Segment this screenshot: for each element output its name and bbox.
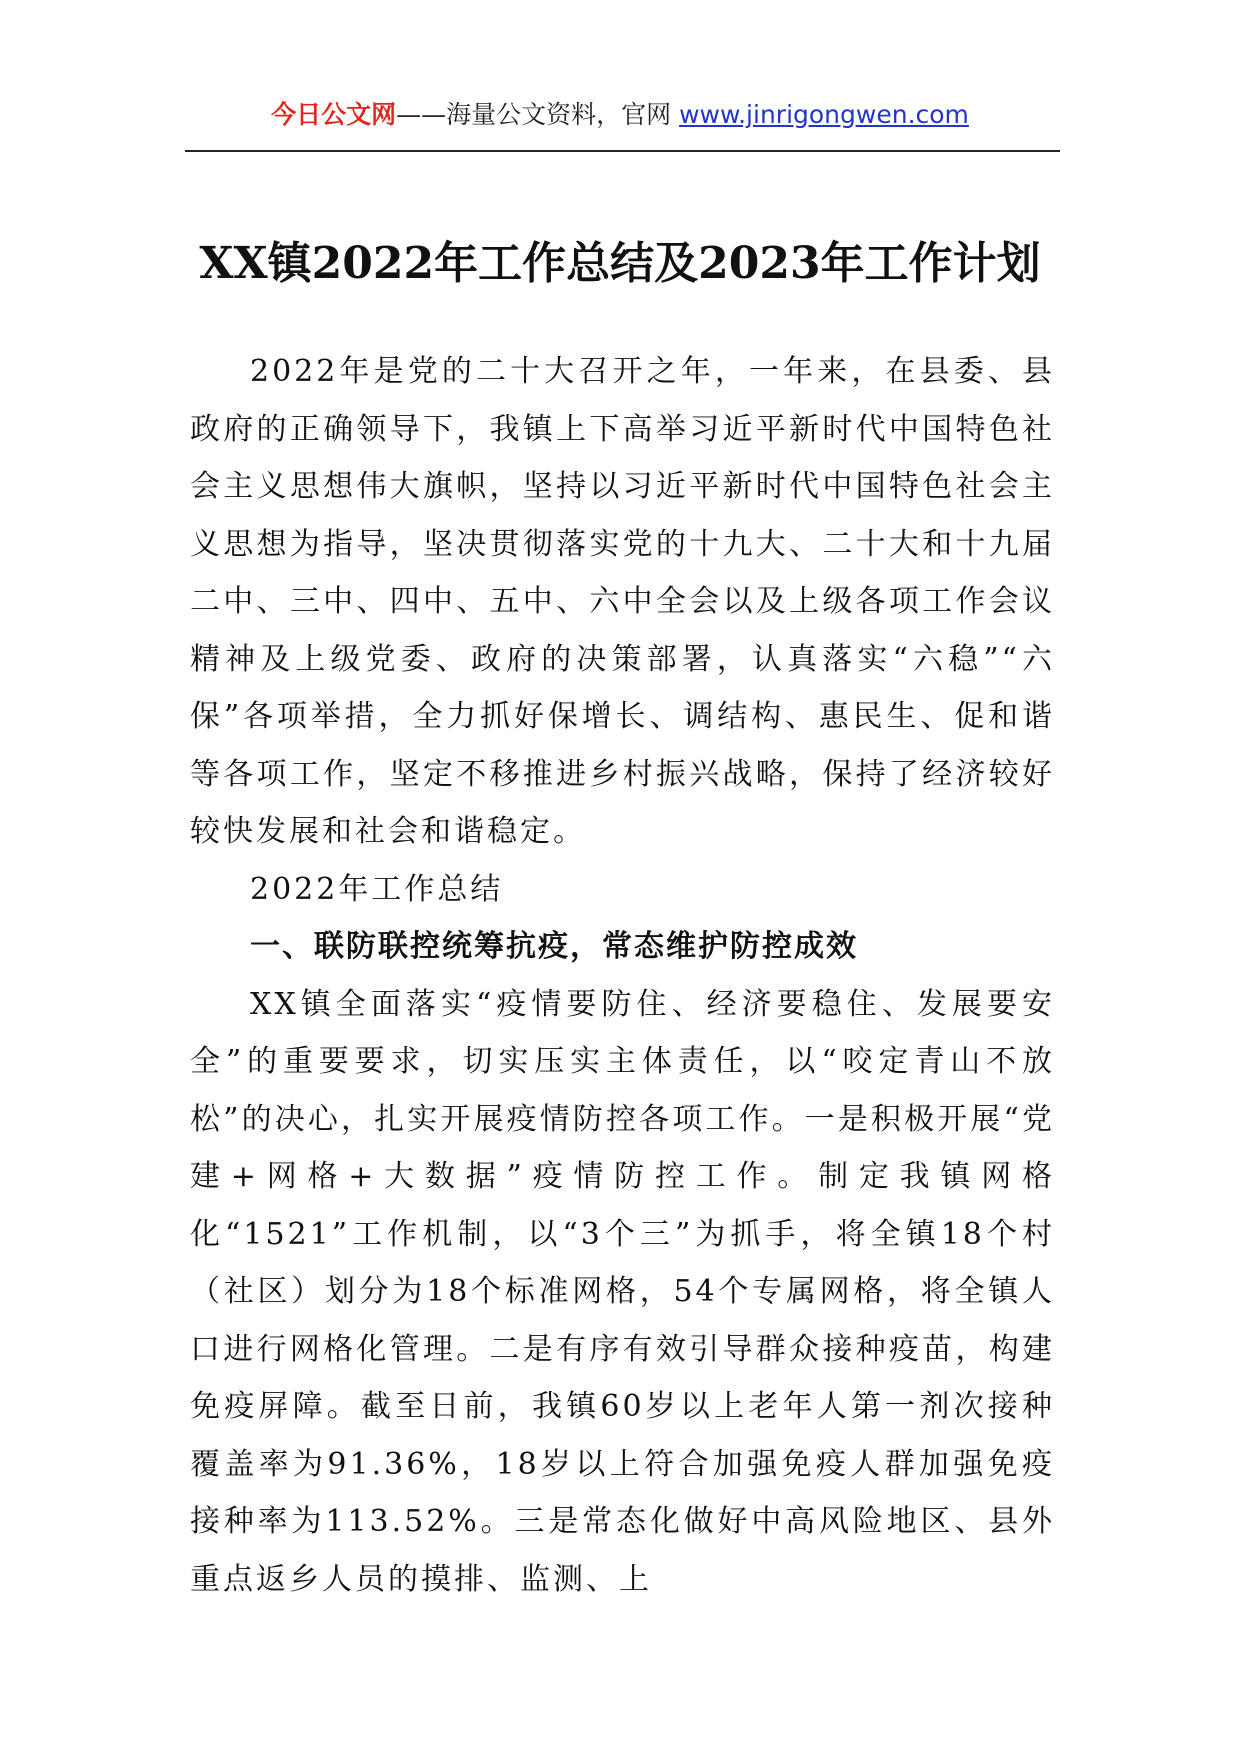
site-url-link[interactable]: www.jinrigongwen.com bbox=[679, 100, 969, 129]
document-title: XX镇2022年工作总结及2023年工作计划 bbox=[199, 238, 1041, 290]
site-brand: 今日公文网 bbox=[271, 100, 397, 129]
page-header bbox=[0, 95, 1240, 135]
header-divider bbox=[185, 150, 1060, 152]
section-paragraph: XX镇全面落实“疫情要防住、经济要稳住、发展要安全”的重要要求，切实压实主体责任，以“咬定青山不放松”的决心，扎实开展疫情防控各项工作。一是积极开展“党建+网格+大数据”疫情防控工作。制定我镇网格化“1521”工作机制，以“3个三”为抓手，将全镇18个村（社区）划分为18个标准网格，54个专属网格，将全镇人口进行网格化管理。二是有序有效引导群众接种疫苗，构建免疫屏障。截至日前，我镇60岁以上老年人第一剂次接种覆盖率为91.36%，18岁以上符合加强免疫人群加强免疫接种率为113.52%。三是常态化做好中高风险地区、县外重点返乡人员的摸排、监测、上 bbox=[190, 986, 1055, 1597]
site-tagline: ——海量公文资料，官网 bbox=[396, 100, 680, 129]
section-label: 2022年工作总结 bbox=[250, 871, 504, 907]
document-body bbox=[190, 343, 1055, 1608]
intro-paragraph: 2022年是党的二十大召开之年，一年来，在县委、县政府的正确领导下，我镇上下高举习近平新时代中国特色社会主义思想伟大旗帜，坚持以习近平新时代中国特色社会主义思想为指导，坚决贯彻落实党的十九大、二十大和十九届二中、三中、四中、五中、六中全会以及上级各项工作会议精神及上级党委、政府的决策部署，认真落实“六稳”“六保”各项举措，全力抓好保增长、调结构、惠民生、促和谐等各项工作，坚定不移推进乡村振兴战略，保持了经济较好较快发展和社会和谐稳定。 bbox=[190, 354, 1055, 849]
section-heading: 一、联防联控统筹抗疫，常态维护防控成效 bbox=[250, 929, 858, 964]
